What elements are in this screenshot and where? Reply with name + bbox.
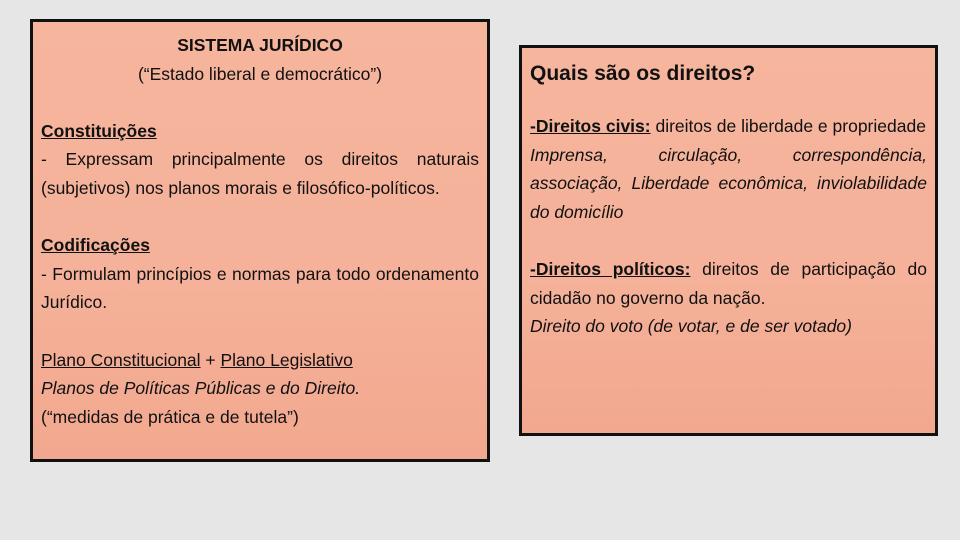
direitos-civis-label: -Direitos civis: <box>530 116 651 136</box>
quais-direitos-title: Quais são os direitos? <box>530 62 756 85</box>
direitos-politicos-paragraph <box>530 255 927 312</box>
sistema-juridico-box <box>30 19 490 462</box>
sistema-juridico-subtitle: (“Estado liberal e democrático”) <box>137 63 383 84</box>
direitos-civis-text: direitos de liberdade e propriedade <box>650 116 926 136</box>
codificacoes-text: - Formulam princípios e normas para todo ordenamento Jurídico. <box>41 263 479 313</box>
plano-constitucional: Plano Constitucional <box>41 349 201 370</box>
plano-legislativo: Plano Legislativo <box>220 349 353 370</box>
direitos-politicos-text: direitos de participação do cidadão no governo da nação. <box>530 258 927 308</box>
codificacoes-heading: Codificações <box>41 235 150 256</box>
quais-direitos-box <box>519 45 938 436</box>
direitos-politicos-examples: Direito do voto (de votar, e de ser votado) <box>530 316 852 337</box>
constituicoes-text: - Expressam principalmente os direitos naturais (subjetivos) nos planos morais e filosófico-políticos. <box>41 149 479 198</box>
direitos-civis-paragraph <box>530 112 927 141</box>
planos-politicas-text: Planos de Políticas Públicas e do Direito. <box>41 378 361 399</box>
medidas-text: (“medidas de prática e de tutela”) <box>41 406 299 427</box>
plus-sign: + <box>200 349 221 370</box>
planos-line <box>41 346 479 375</box>
constituicoes-heading: Constituições <box>41 120 157 141</box>
sistema-juridico-title: SISTEMA JURÍDICO <box>177 35 343 55</box>
direitos-politicos-label: -Direitos políticos: <box>530 258 691 279</box>
direitos-civis-examples: Imprensa, circulação, correspondência, associação, Liberdade econômica, inviolabilidade do domicílio <box>530 144 927 222</box>
